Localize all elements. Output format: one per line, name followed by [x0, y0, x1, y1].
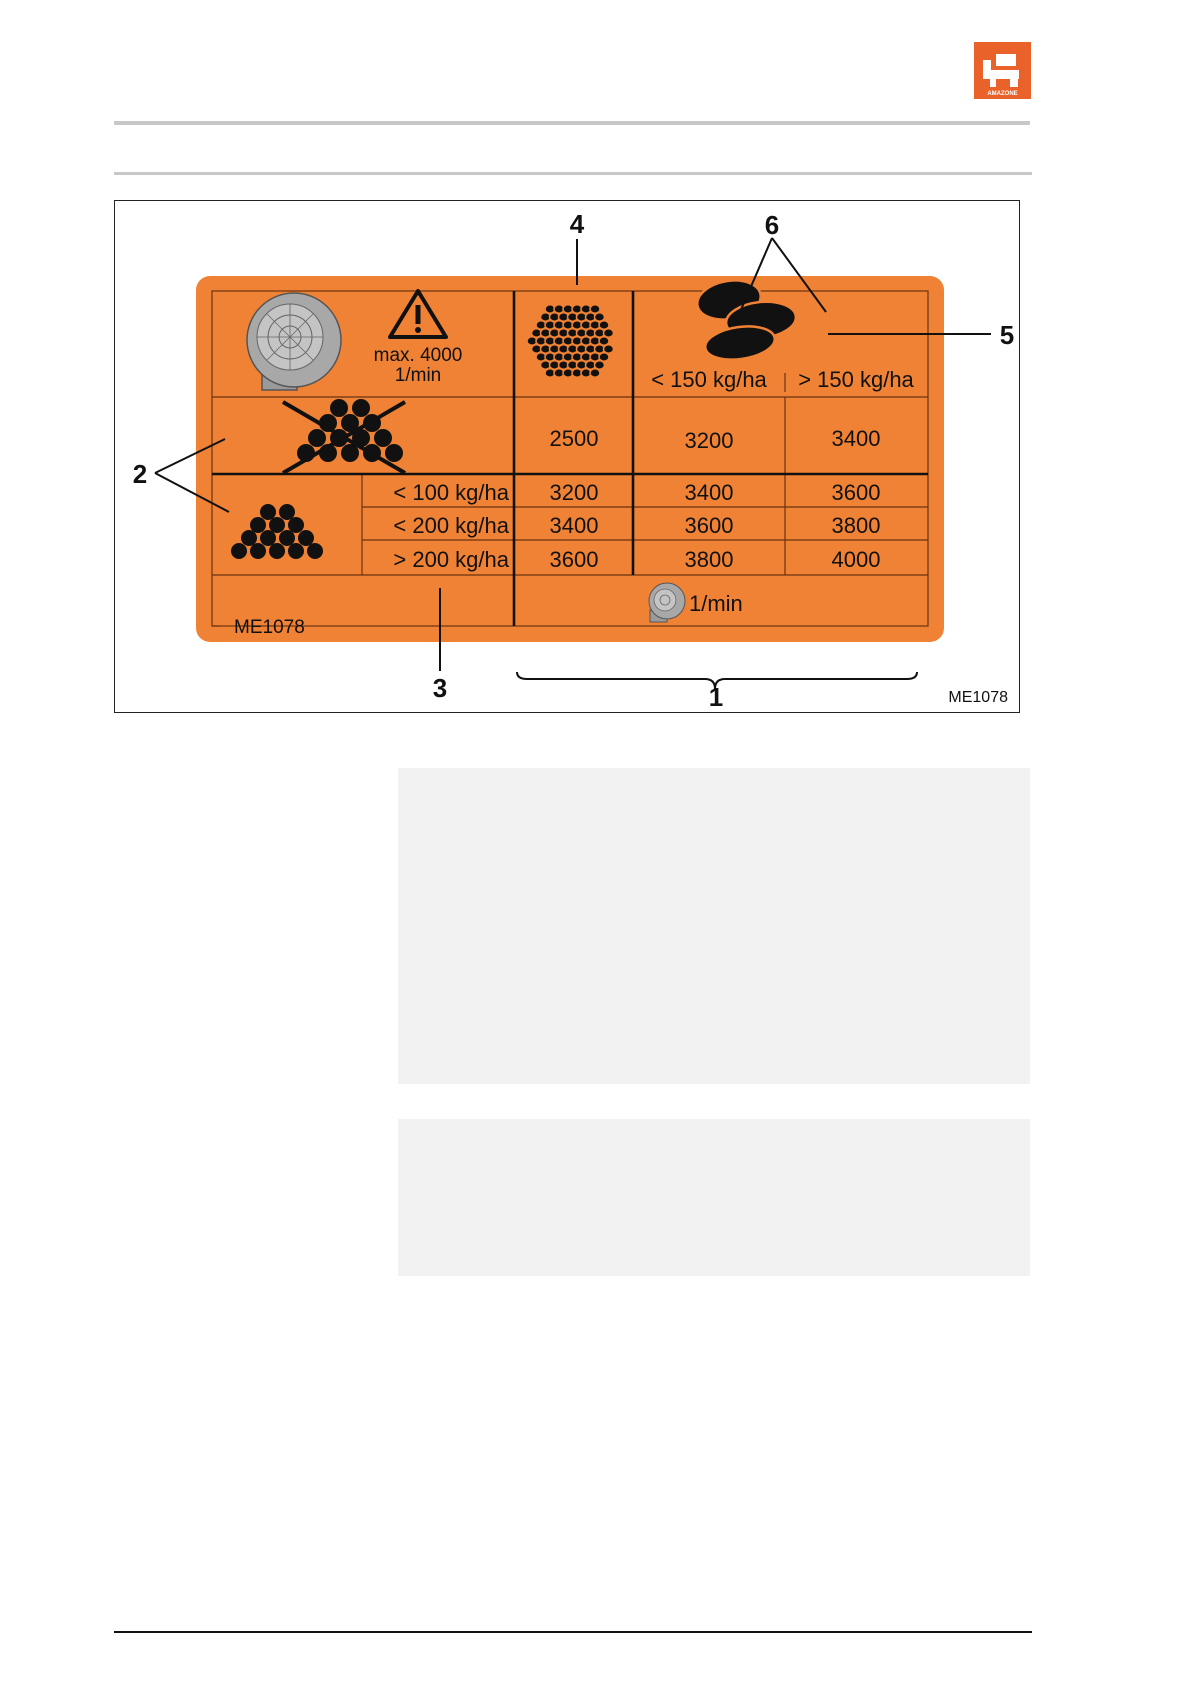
max-speed-unit: 1/min: [394, 365, 442, 386]
column-header-below-150: < 150 kg/ha: [651, 367, 767, 392]
rate-row-value: 3600: [831, 480, 881, 505]
not-piled-value-fine: 2500: [549, 426, 599, 451]
rate-row-value: 3800: [684, 547, 734, 572]
max-speed-label: max. 4000: [373, 345, 463, 366]
rate-row-label: > 200 kg/ha: [393, 547, 509, 572]
rate-row-label: < 100 kg/ha: [393, 480, 509, 505]
amazone-logo-icon: [974, 42, 1031, 99]
logo-wordmark: AMAZONE: [987, 91, 1018, 97]
footer-rule: [114, 1631, 1032, 1633]
callout-2: 2: [132, 459, 148, 489]
rate-row-value: 3600: [549, 547, 599, 572]
header-rule-top: [114, 121, 1030, 125]
seed-granule: [595, 361, 605, 369]
content-panel-upper: [398, 768, 1030, 1084]
rate-row-value: 3400: [549, 513, 599, 538]
fine-seed-icon: [527, 305, 614, 377]
seed-granule: [599, 353, 609, 361]
seed-granule: [604, 345, 614, 353]
rate-row-value: 3800: [831, 513, 881, 538]
rate-row-value: 3400: [684, 480, 734, 505]
figure-id: ME1078: [948, 689, 1008, 706]
rate-row-value: 3600: [684, 513, 734, 538]
content-panel-lower: [398, 1119, 1030, 1276]
decal-code: ME1078: [234, 617, 305, 638]
speed-unit-label: 1/min: [689, 591, 743, 616]
rate-row-value: 4000: [831, 547, 881, 572]
callout-5: 5: [999, 320, 1015, 350]
seed-granule: [590, 305, 600, 313]
not-piled-value-above-150: 3400: [831, 426, 881, 451]
callout-6: 6: [764, 210, 780, 240]
callout-3: 3: [432, 673, 448, 703]
seed-granule: [604, 329, 614, 337]
column-header-above-150: > 150 kg/ha: [798, 367, 914, 392]
rate-row-value: 3200: [549, 480, 599, 505]
callout-4: 4: [569, 209, 585, 239]
seed-granule: [595, 313, 605, 321]
seed-granule: [599, 337, 609, 345]
header-rule-bottom: [114, 172, 1032, 175]
rate-row-label: < 200 kg/ha: [393, 513, 509, 538]
not-piled-value-below-150: 3200: [684, 428, 734, 453]
seed-granule: [590, 369, 600, 377]
decal-figure: [114, 200, 1020, 713]
callout-1: 1: [708, 682, 724, 712]
seed-granule: [599, 321, 609, 329]
